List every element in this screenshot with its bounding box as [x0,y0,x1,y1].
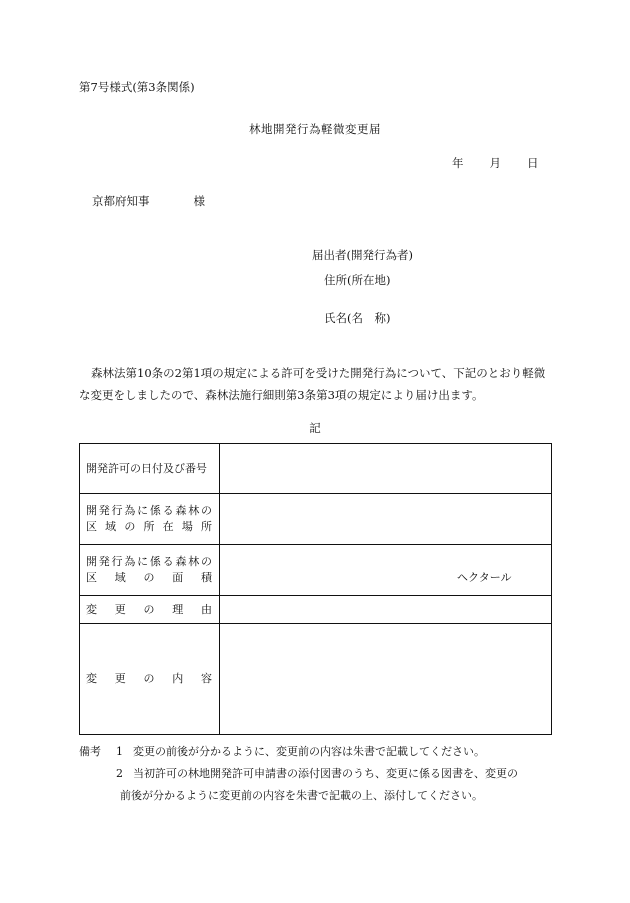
table-row [80,545,552,596]
document-title: 林地開発行為軽微変更届 [249,122,381,136]
forest-location-label: 開発行為に係る森林の 区域の所在場所 [80,494,220,545]
note-number: 1 [116,745,123,758]
date-year-label: 年 [452,156,464,170]
change-content-label: 変更の内容 [80,624,220,735]
forest-location-field[interactable] [220,494,552,545]
date-line [452,155,539,171]
name-label: 氏名(名 称) [324,311,391,325]
table-row [80,444,552,494]
forest-area-field[interactable] [220,545,552,596]
note-text-continued: 前後が分かるように変更前の内容を朱書で記載の上、添付してください。 [120,789,483,802]
table-row [80,596,552,624]
change-reason-label: 変更の理由 [80,596,220,624]
table-row [80,494,552,545]
recipient-honorific: 様 [193,194,205,208]
note-text: 当初許可の林地開発許可申請書の添付図書のうち、変更に係る図書を、変更の [133,767,518,780]
recipient-name: 京都府知事 [92,194,150,208]
date-day-label: 日 [527,156,539,170]
address-label: 住所(所在地) [324,273,391,287]
date-month-label: 月 [489,156,501,170]
notes-section [79,741,559,807]
table-row [80,624,552,735]
note-text: 変更の前後が分かるように、変更前の内容は朱書で記載してください。 [133,745,485,758]
details-table [79,443,552,735]
change-content-field[interactable] [220,624,552,735]
permit-date-number-label: 開発許可の日付及び番号 [80,444,220,494]
form-number: 第7号様式(第3条関係) [79,80,195,94]
notes-label: 備考 [79,745,101,758]
permit-date-number-field[interactable] [220,444,552,494]
note-number: 2 [116,767,123,780]
change-reason-field[interactable] [220,596,552,624]
ki-heading: 記 [309,421,321,435]
applicant-heading: 届出者(開発行為者) [312,248,413,262]
hectare-unit: ヘクタール [457,571,512,584]
forest-area-label: 開発行為に係る森林の 区域の面積 [80,545,220,596]
body-paragraph: 森林法第10条の2第1項の規定による許可を受けた開発行為について、下記のとおり軽微な変更をしましたので、森林法施行細則第3条第3項の規定により届け出ます。 [79,366,546,402]
recipient [92,193,205,209]
